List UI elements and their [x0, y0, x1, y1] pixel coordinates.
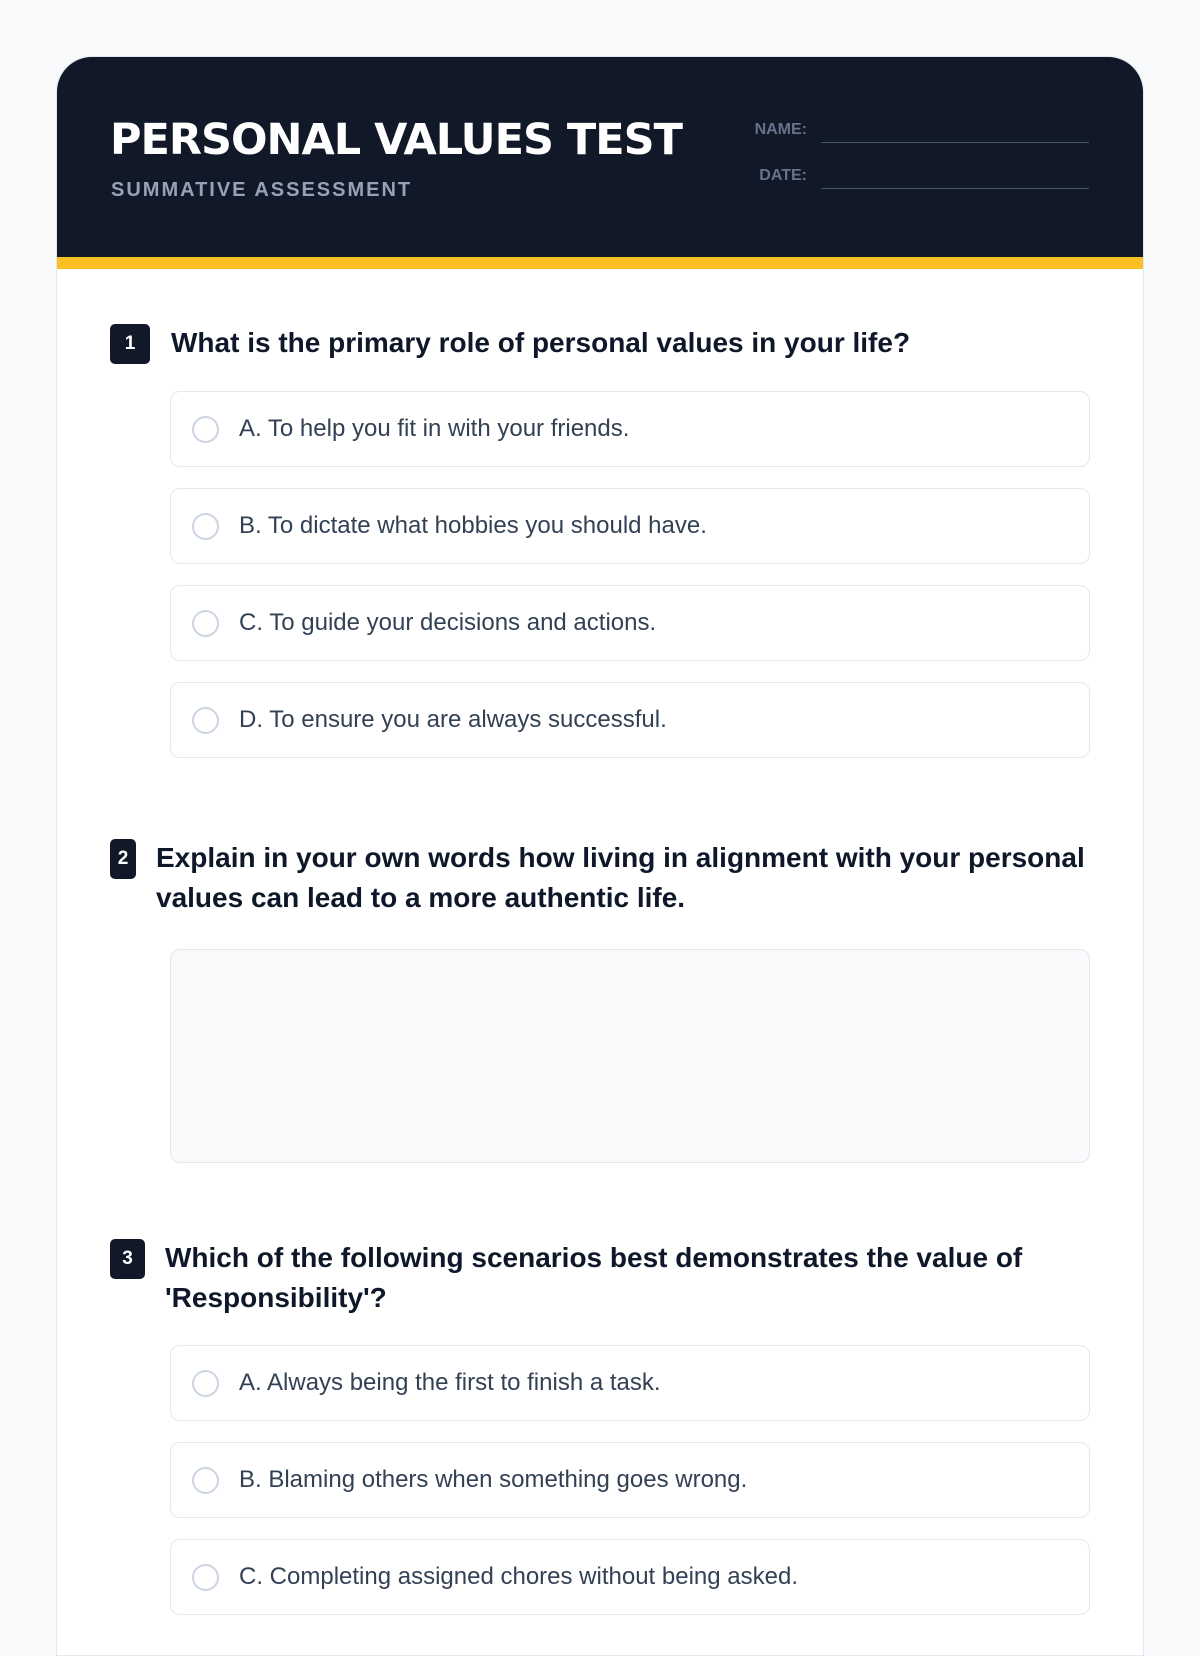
- date-label: DATE:: [759, 167, 807, 184]
- question-header: [110, 323, 1090, 364]
- option-d[interactable]: [170, 682, 1090, 758]
- question-3: [110, 1238, 1090, 1636]
- page-subtitle: SUMMATIVE ASSESSMENT: [111, 179, 413, 201]
- radio-button[interactable]: [192, 1564, 219, 1591]
- radio-button[interactable]: [192, 513, 219, 540]
- question-text: Which of the following scenarios best demonstrates the value of 'Responsibility'?: [165, 1242, 1023, 1313]
- question-number-badge: 1: [110, 324, 150, 364]
- option-label: D. To ensure you are always successful.: [239, 706, 667, 733]
- option-label: B. To dictate what hobbies you should have.: [239, 512, 707, 539]
- radio-button[interactable]: [192, 1467, 219, 1494]
- option-a[interactable]: [170, 391, 1090, 467]
- date-row: [749, 159, 1089, 189]
- question-text: What is the primary role of personal values in your life?: [171, 327, 911, 358]
- radio-button[interactable]: [192, 707, 219, 734]
- option-label: B. Blaming others when something goes wrong.: [239, 1466, 748, 1493]
- assessment-sheet: [56, 56, 1144, 1656]
- answer-textarea[interactable]: [170, 949, 1090, 1163]
- question-2: [110, 838, 1090, 1163]
- answer-options: [170, 391, 1090, 758]
- option-label: A. Always being the first to finish a task.: [239, 1369, 661, 1396]
- option-a[interactable]: [170, 1345, 1090, 1421]
- header: [57, 57, 1143, 269]
- name-field[interactable]: [821, 113, 1089, 143]
- option-b[interactable]: [170, 488, 1090, 564]
- radio-button[interactable]: [192, 1370, 219, 1397]
- option-label: C. To guide your decisions and actions.: [239, 609, 657, 636]
- date-field[interactable]: [821, 159, 1089, 189]
- page-title: PERSONAL VALUES TEST: [110, 115, 682, 165]
- question-1: [110, 323, 1090, 779]
- question-number-badge: 3: [110, 1239, 145, 1279]
- radio-button[interactable]: [192, 610, 219, 637]
- answer-options: [170, 1345, 1090, 1615]
- option-b[interactable]: [170, 1442, 1090, 1518]
- option-label: C. Completing assigned chores without being asked.: [239, 1563, 798, 1590]
- name-label: NAME:: [754, 121, 807, 138]
- option-c[interactable]: [170, 585, 1090, 661]
- question-header: [110, 1238, 1090, 1318]
- option-label: A. To help you fit in with your friends.: [239, 415, 630, 442]
- question-header: [110, 838, 1090, 918]
- question-text: Explain in your own words how living in alignment with your personal values can lead to a more authentic life.: [156, 842, 1085, 913]
- question-number-badge: 2: [110, 839, 136, 879]
- radio-button[interactable]: [192, 416, 219, 443]
- option-c[interactable]: [170, 1539, 1090, 1615]
- name-row: [749, 113, 1089, 143]
